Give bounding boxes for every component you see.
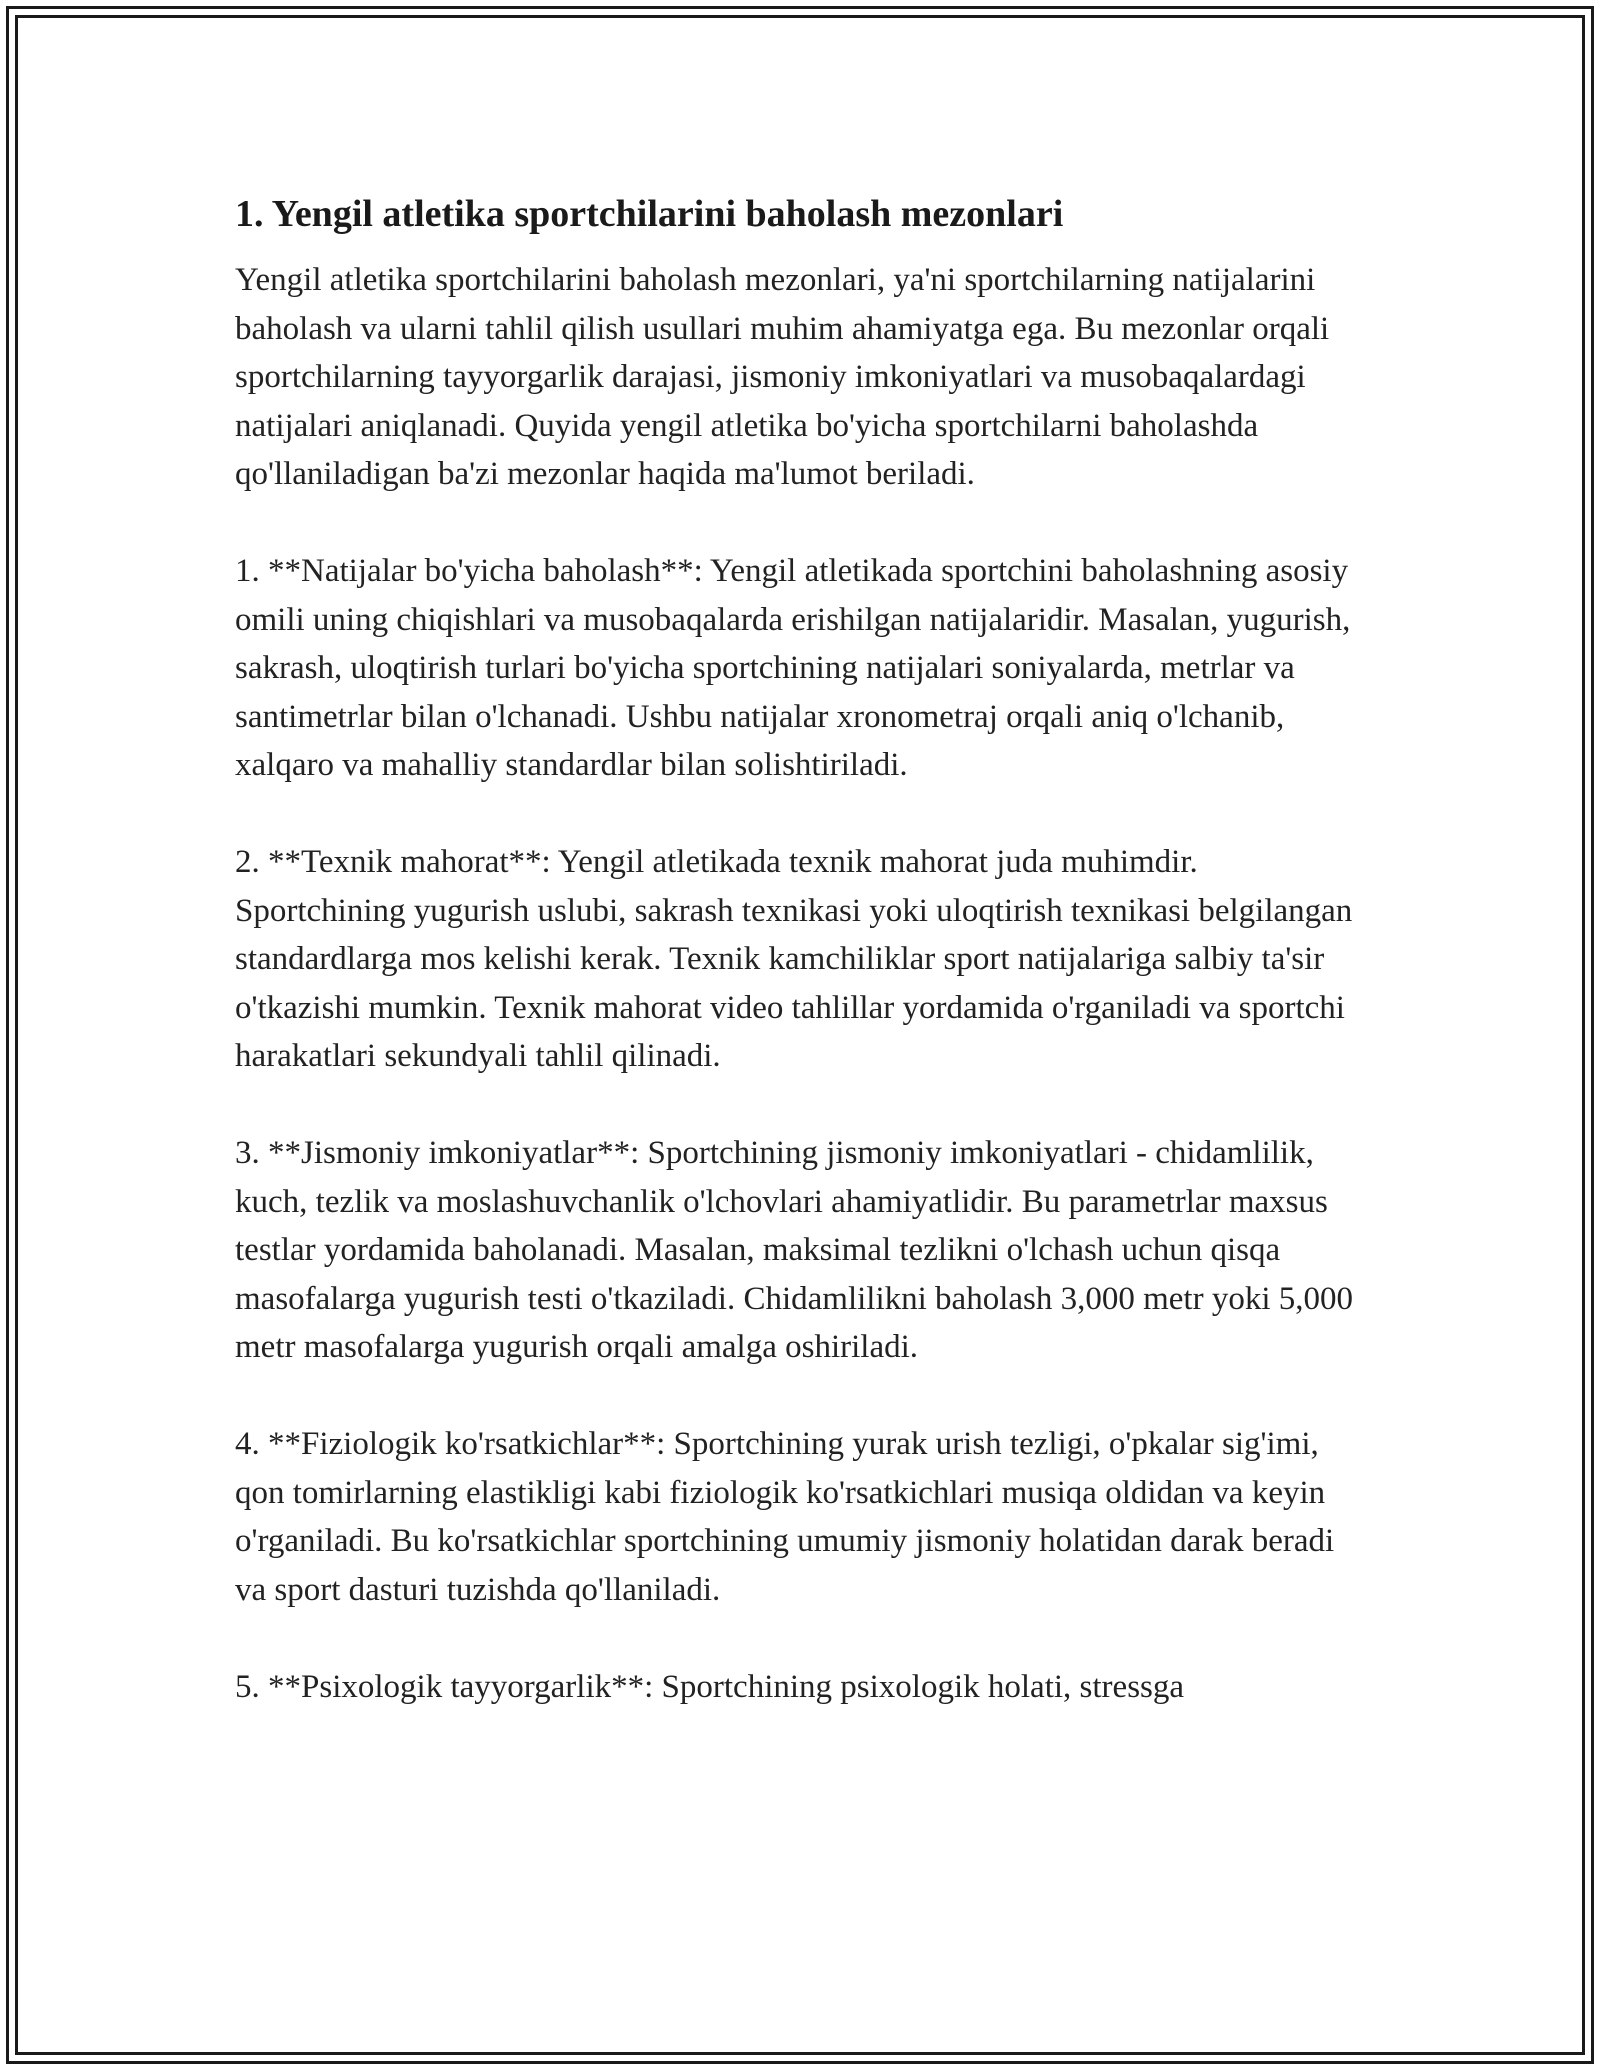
section-heading: 1. Yengil atletika sportchilarini baholash mezonlari: [235, 193, 1064, 235]
criterion-physical-paragraph: 3. **Jismoniy imkoniyatlar**: Sportchining jismoniy imkoniyatlari - chidamlilik, kuch, tezlik va moslashuvchanlik o'lchovlari ahamiyatlidir. Bu parametrlar maxsus testlar yordamida baholanadi. Masalan, maksimal tezlikni o'lchash uchun qisqa masofalarga yugurish testi o'tkaziladi. Chidamlilikni baholash 3,000 metr yoki 5,000 metr masofalarga yugurish orqali amalga oshiriladi.: [235, 1135, 1353, 1365]
intro-paragraph: Yengil atletika sportchilarini baholash mezonlari, ya'ni sportchilarning natijalarini baholash va ularni tahlil qilish usullari muhim ahamiyatga ega. Bu mezonlar orqali sportchilarning tayyorgarlik darajasi, jismoniy imkoniyatlari va musobaqalardagi natijalari aniqlanadi. Quyida yengil atletika bo'yicha sportchilarni baholashda qo'llaniladigan ba'zi mezonlar haqida ma'lumot beriladi.: [235, 262, 1330, 492]
criterion-physiological-paragraph: 4. **Fiziologik ko'rsatkichlar**: Sportchining yurak urish tezligi, o'pkalar sig'imi, qon tomirlarning elastikligi kabi fiziologik ko'rsatkichlari musiqa oldidan va keyin o'rganiladi. Bu ko'rsatkichlar sportchining umumiy jismoniy holatidan darak beradi va sport dasturi tuzishda qo'llaniladi.: [235, 1426, 1335, 1608]
document-body: [235, 182, 1355, 1760]
criterion-psychological-paragraph: 5. **Psixologik tayyorgarlik**: Sportchining psixologik holati, stressga: [235, 1668, 1185, 1705]
criterion-technique-paragraph: 2. **Texnik mahorat**: Yengil atletikada texnik mahorat juda muhimdir. Sportchining yugurish uslubi, sakrash texnikasi yoki uloqtirish texnikasi belgilangan standardlarga mos kelishi kerak. Texnik kamchiliklar sport natijalariga salbiy ta'sir o'tkazishi mumkin. Texnik mahorat video tahlillar yordamida o'rganiladi va sportchi harakatlari sekundyali tahlil qilinadi.: [235, 844, 1353, 1074]
criterion-results-paragraph: 1. **Natijalar bo'yicha baholash**: Yengil atletikada sportchini baholashning asosiy omili uning chiqishlari va musobaqalarda erishilgan natijalaridir. Masalan, yugurish, sakrash, uloqtirish turlari bo'yicha sportchining natijalari soniyalarda, metrlar va santimetrlar bilan o'lchanadi. Ushbu natijalar xronometraj orqali aniq o'lchanib, xalqaro va mahalliy standardlar bilan solishtiriladi.: [235, 553, 1351, 783]
